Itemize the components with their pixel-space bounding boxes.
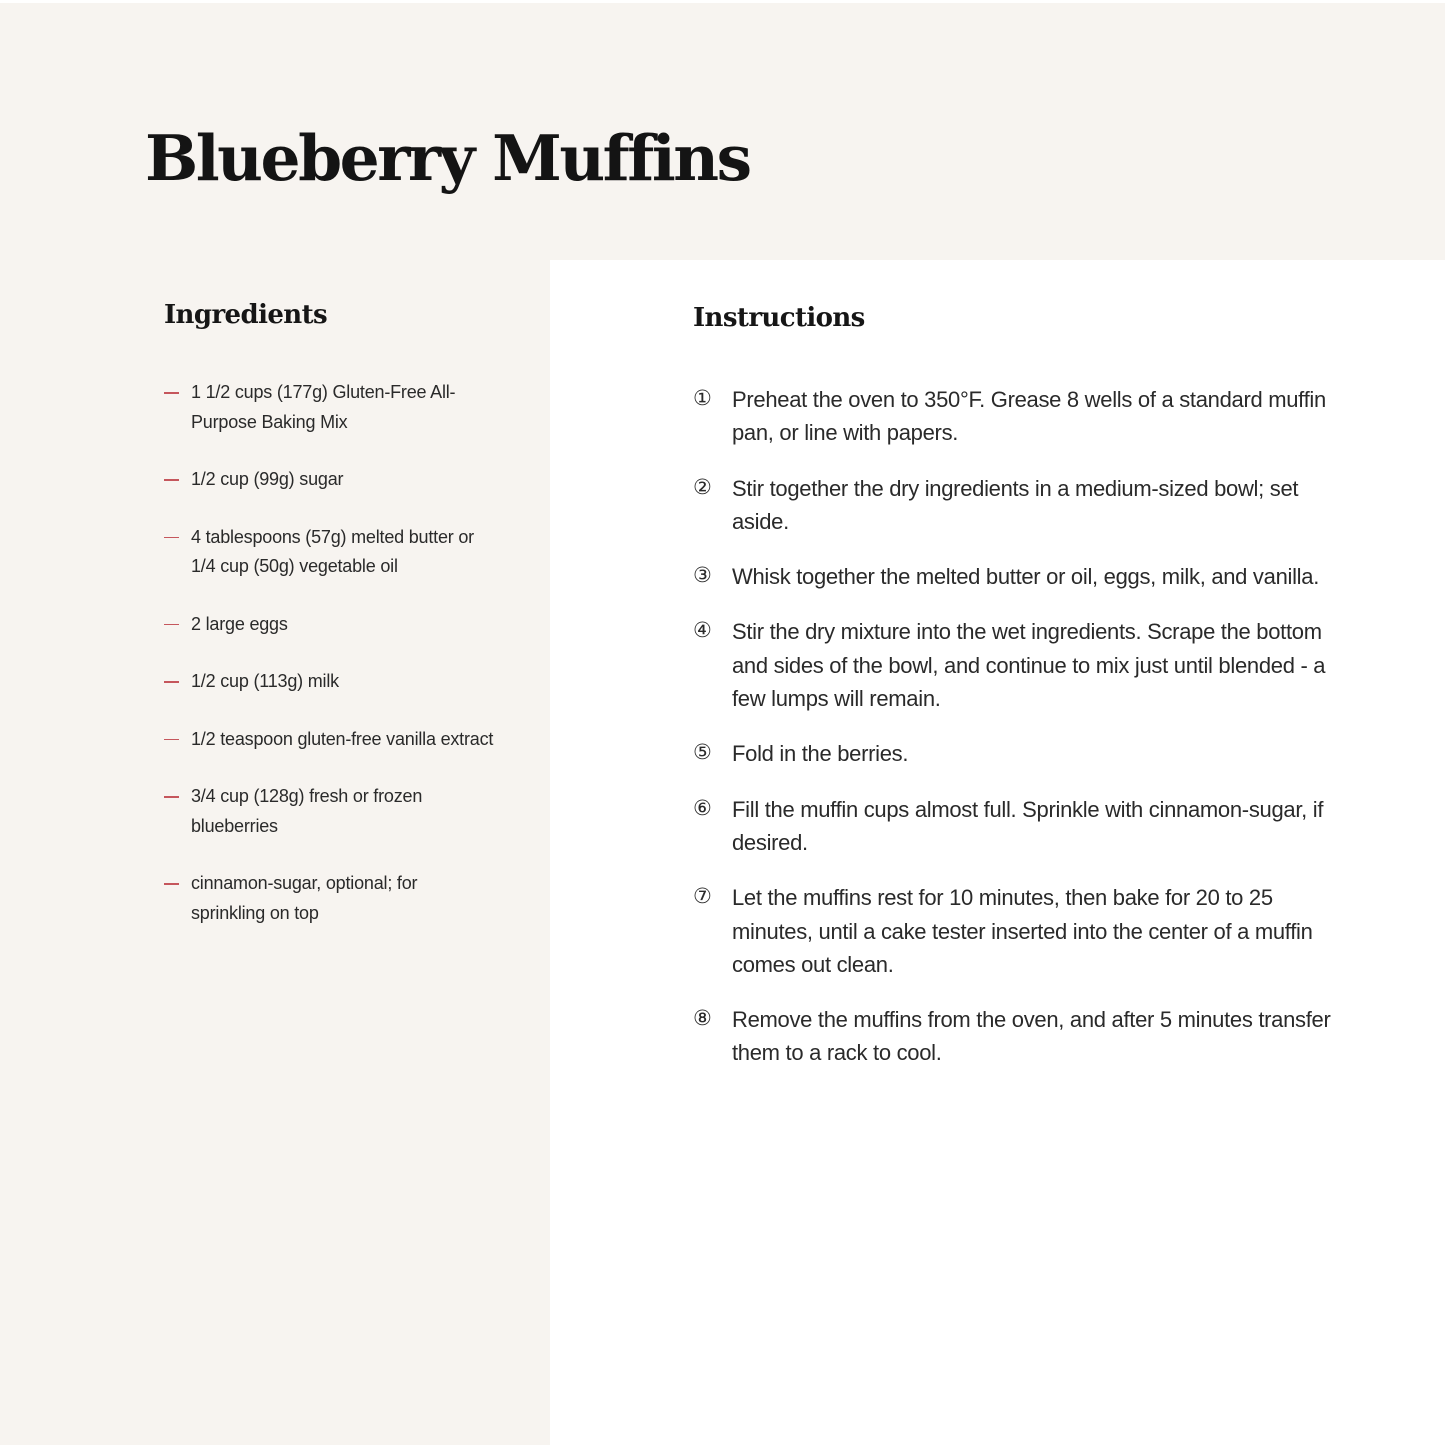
instruction-step	[693, 562, 1353, 593]
ingredient-item	[164, 871, 494, 928]
instructions-heading: Instructions	[693, 303, 865, 333]
instruction-step	[693, 795, 1353, 860]
ingredient-text: 2 large eggs	[191, 613, 288, 634]
step-text: Remove the muffins from the oven, and after 5 minutes transfer them to a rack to cool.	[732, 1007, 1331, 1066]
dash-icon	[164, 883, 191, 884]
dash-icon	[164, 537, 191, 538]
dash-icon	[164, 392, 191, 393]
ingredient-text: 1 1/2 cups (177g) Gluten-Free All-Purpose Baking Mix	[191, 382, 456, 432]
dash-icon	[164, 681, 191, 682]
ingredient-text: cinnamon-sugar, optional; for sprinkling on top	[191, 873, 418, 923]
ingredient-item	[164, 784, 494, 841]
ingredient-item	[164, 380, 494, 437]
ingredient-text: 3/4 cup (128g) fresh or frozen blueberries	[191, 786, 423, 836]
instruction-step	[693, 739, 1353, 770]
step-number: ①	[693, 386, 712, 410]
dash-icon	[164, 479, 191, 480]
ingredient-item	[164, 525, 494, 582]
instruction-step	[693, 1005, 1353, 1070]
step-number: ⑥	[693, 795, 712, 820]
step-text: Fold in the berries.	[732, 741, 909, 767]
step-number: ⑧	[693, 1006, 712, 1031]
step-text: Let the muffins rest for 10 minutes, then bake for 20 to 25 minutes, until a cake tester inserted into the center of a muffin comes out clean.	[732, 885, 1313, 977]
step-text: Stir the dry mixture into the wet ingredients. Scrape the bottom and sides of the bowl, and continue to mix just until blended - a few lumps will remain.	[732, 619, 1326, 712]
step-text: Stir together the dry ingredients in a medium-sized bowl; set aside.	[732, 475, 1299, 534]
ingredient-text: 1/2 teaspoon gluten-free vanilla extract	[191, 728, 494, 749]
ingredient-text: 1/2 cup (113g) milk	[191, 671, 339, 691]
instruction-step	[693, 617, 1353, 715]
step-number: ⑤	[693, 740, 712, 765]
ingredient-text: 1/2 cup (99g) sugar	[191, 469, 344, 489]
step-number: ②	[693, 474, 712, 499]
dash-icon	[164, 739, 191, 740]
ingredient-item	[164, 612, 494, 640]
step-text: Preheat the oven to 350°F. Grease 8 wells of a standard muffin pan, or line with papers.	[732, 387, 1326, 446]
instruction-step	[693, 385, 1353, 450]
ingredient-item	[164, 467, 494, 495]
step-number: ⑦	[693, 884, 712, 909]
dash-icon	[164, 624, 191, 625]
step-number: ③	[693, 563, 712, 588]
ingredient-item	[164, 669, 494, 697]
ingredients-list	[164, 380, 494, 958]
step-text: Fill the muffin cups almost full. Sprinkle with cinnamon-sugar, if desired.	[732, 796, 1324, 855]
dash-icon	[164, 796, 191, 797]
instructions-list	[693, 385, 1353, 1094]
step-number: ④	[693, 618, 712, 643]
ingredient-text: 4 tablespoons (57g) melted butter or 1/4 cup (50g) vegetable oil	[191, 526, 474, 576]
instruction-step	[693, 883, 1353, 981]
step-text: Whisk together the melted butter or oil, eggs, milk, and vanilla.	[732, 564, 1320, 590]
ingredient-item	[164, 727, 494, 755]
instruction-step	[693, 474, 1353, 539]
recipe-title: Blueberry Muffins	[145, 121, 750, 195]
ingredients-heading: Ingredients	[164, 300, 328, 330]
